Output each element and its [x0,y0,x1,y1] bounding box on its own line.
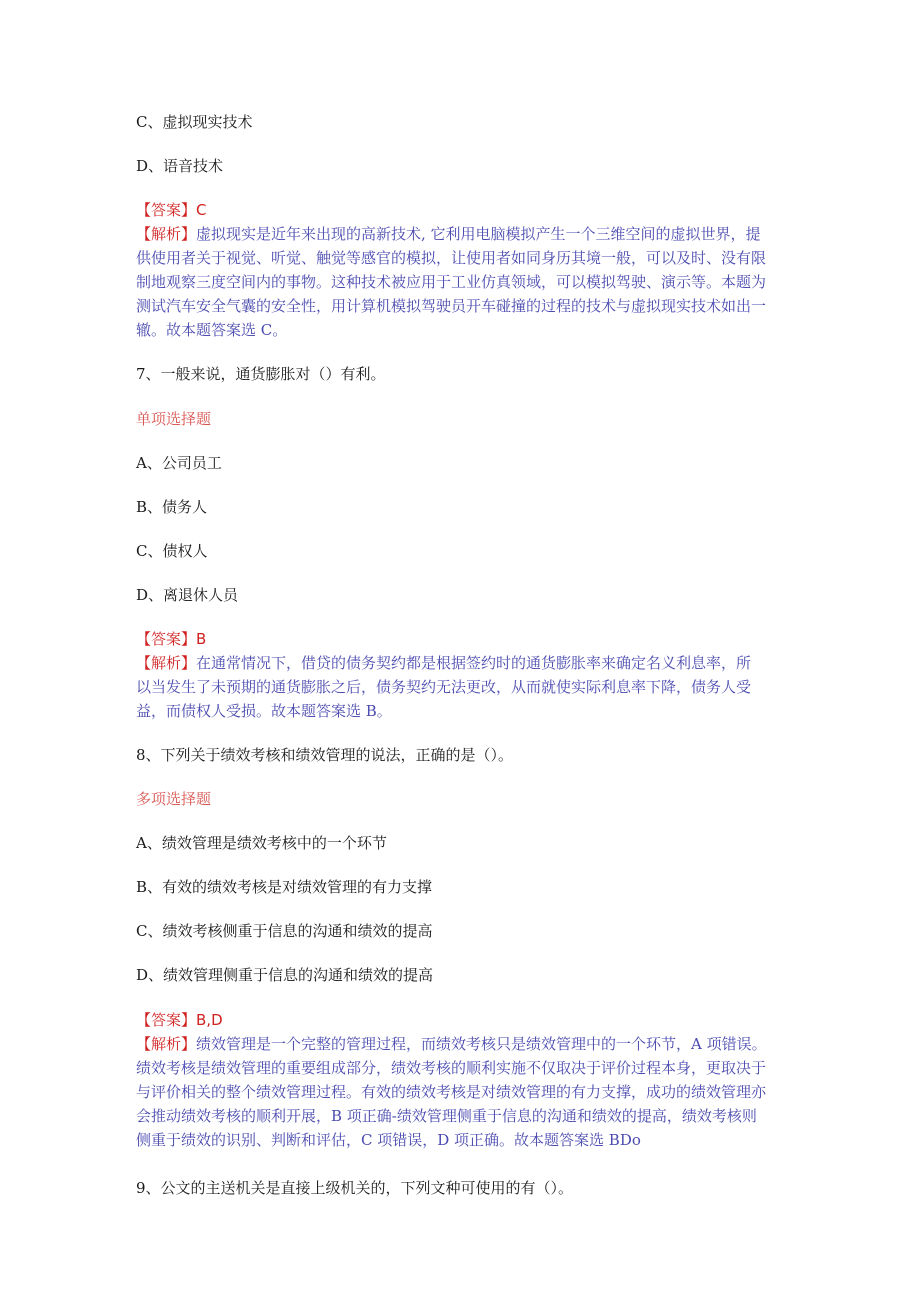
explanation-line: 供使用者关于视觉、听觉、触觉等感官的模拟，让使用者如同身历其境一般，可以及时、没有限 [136,249,767,267]
explanation-2 [136,651,796,723]
option-d-voice-tech: D、语音技术 [136,157,224,175]
answer-3 [136,1010,223,1030]
explanation-line: 绩效管理是一个完整的管理过程，而绩效考核只是绩效管理中的一个环节，A 项错误。 [196,1035,767,1053]
q8-option-c: C、绩效考核侧重于信息的沟通和绩效的提高 [136,922,433,940]
q7-option-a: A、公司员工 [136,454,222,472]
answer-2 [136,629,206,649]
explanation-line: 虚拟现实是近年来出现的高新技术, 它利用电脑模拟产生一个三维空间的虚拟世界，提 [196,225,761,243]
question-type-multiple: 多项选择题 [136,790,212,808]
explanation-line: 会推动绩效考核的顺利开展，B 项正确-绩效管理侧重于信息的沟通和绩效的提高，绩效考核则 [136,1107,757,1125]
explanation-line: 以当发生了未预期的通货膨胀之后，债务契约无法更改，从而就使实际利息率下降，债务人受 [136,678,752,696]
question-8: 8、下列关于绩效考核和绩效管理的说法，正确的是（）。 [136,746,514,764]
explanation-label: 【解析】 [136,225,197,243]
q7-option-c: C、债权人 [136,542,208,560]
explanation-line: 在通常情况下，借贷的债务契约都是根据签约时的通货膨胀率来确定名义利息率，所 [196,654,752,672]
answer-label: 【答案】 [136,201,197,219]
q8-option-a: A、绩效管理是绩效考核中的一个环节 [136,834,387,852]
explanation-3 [136,1032,796,1152]
question-type-single: 单项选择题 [136,410,212,428]
q8-option-b: B、有效的绩效考核是对绩效管理的有力支撑 [136,878,433,896]
explanation-1 [136,222,796,342]
explanation-line: 辙。故本题答案选 C。 [136,321,288,339]
answer-value: B,D [196,1011,223,1029]
answer-label: 【答案】 [136,630,197,648]
answer-value: C [196,201,207,219]
question-9: 9、公文的主送机关是直接上级机关的，下列文种可使用的有（）。 [136,1179,574,1197]
explanation-line: 侧重于绩效的识别、判断和评估，C 项错误，D 项正确。故本题答案选 BDo [136,1131,641,1149]
explanation-label: 【解析】 [136,654,197,672]
q8-option-d: D、绩效管理侧重于信息的沟通和绩效的提高 [136,966,434,984]
answer-1 [136,200,207,220]
explanation-line: 与评价相关的整个绩效管理过程。有效的绩效考核是对绩效管理的有力支撑，成功的绩效管理亦 [136,1083,767,1101]
explanation-line: 测试汽车安全气囊的安全性，用计算机模拟驾驶员开车碰撞的过程的技术与虚拟现实技术如出一 [136,297,767,315]
option-c-virtual-reality: C、虚拟现实技术 [136,113,253,131]
question-7: 7、一般来说，通货膨胀对（）有利。 [136,365,386,383]
explanation-line: 制地观察三度空间内的事物。这种技术被应用于工业仿真领域，可以模拟驾驶、演示等。本题为 [136,273,767,291]
answer-value: B [196,630,207,648]
q7-option-b: B、债务人 [136,498,208,516]
explanation-line: 绩效考核是绩效管理的重要组成部分，绩效考核的顺利实施不仅取决于评价过程本身，更取决于 [136,1059,767,1077]
q7-option-d: D、离退休人员 [136,586,239,604]
explanation-line: 益，而债权人受损。故本题答案选 B。 [136,702,392,720]
explanation-label: 【解析】 [136,1035,197,1053]
answer-label: 【答案】 [136,1011,197,1029]
